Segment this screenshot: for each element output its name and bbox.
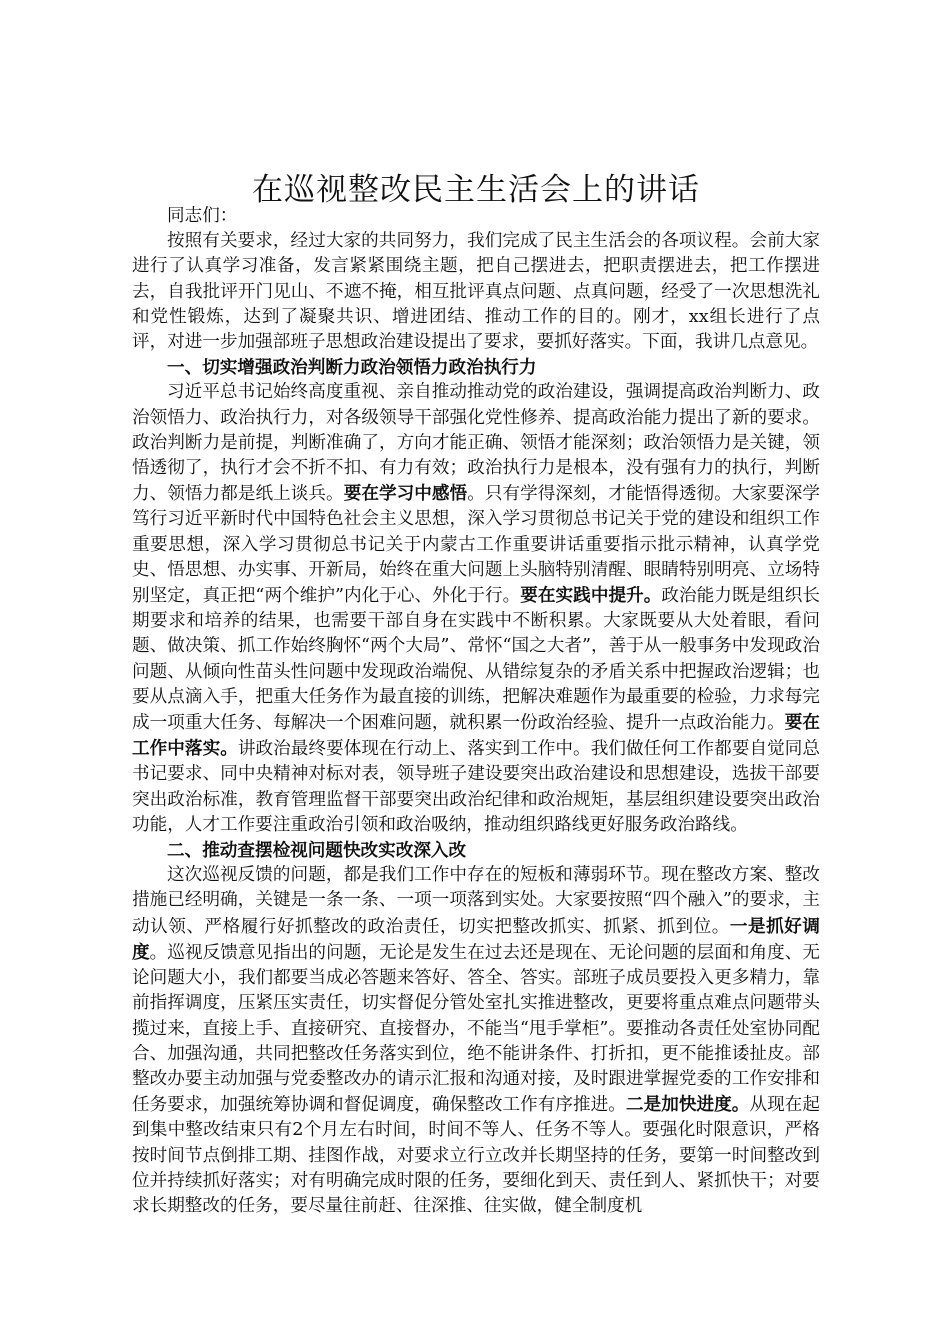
section-2-emphasis-2: 二是加快进度。 [625,1094,750,1116]
section-2-text-b: 。巡视反馈意见指出的问题，无论是发生在过去还是现在、无论问题的层面和角度、无论问题大小，我们都要当成必答题来答好、答全、答实。部班子成员要投入更多精力，靠前指挥调度，压紧压实责任，切实督促分管处室扎实推进整改，更要将重点难点问题带头揽过来，直接上手、直接研究、直接督办，不能当“甩手掌柜”。要推动各责任处室协同配合、加强沟通，共同把整改任务落实到位，绝不能讲条件、打折扣，更不能推诿扯皮。部整改办要主动加强与党委整改办的请示汇报和沟通对接，及时跟进掌握党委的工作安排和任务要求，加强统筹协调和督促调度，确保整改工作有序推进。 [132,942,820,1116]
section-2-paragraph [132,863,820,1219]
section-1-paragraph [132,380,820,838]
document-page [132,168,820,1219]
section-1-heading: 一、切实增强政治判断力政治领悟力政治执行力 [167,357,537,379]
section-1-text-c: 政治能力既是组织长期要求和培养的结果，也需要干部自身在实践中不断积累。大家既要从大处着眼，看问题、做决策、抓工作始终胸怀“两个大局”、常怀“国之大者”，善于从一般事务中发现政治问题、从倾向性苗头性问题中发现政治端倪、从错综复杂的矛盾关系中把握政治逻辑；也要从点滴入手，把重大任务作为最直接的训练，把解决难题作为最重要的检验，力求每完成一项重大任务、每解决一个困难问题，就积累一份政治经验、提升一点政治能力。 [132,586,820,734]
section-2-emphasis-1: 一是抓好调度 [132,915,820,963]
section-1-emphasis-3: 要在工作中落实。 [132,712,820,760]
section-1-emphasis-1: 要在学习中感悟 [343,483,468,505]
section-1-text-a: 习近平总书记始终高度重视、亲自推动推动党的政治建设，强调提高政治判断力、政治领悟力、政治执行力，对各级领导干部强化党性修养、提高政治能力提出了新的要求。政治判断力是前提，判断准确了，方向才能正确、领悟才能深刻；政治领悟力是关键，领悟透彻了，执行才会不折不扣、有力有效；政治执行力是根本，没有强有力的执行，判断力、领悟力都是纸上谈兵。 [132,382,820,505]
intro-paragraph: 按照有关要求，经过大家的共同努力，我们完成了民主生活会的各项议程。会前大家进行了认真学习准备，发言紧紧围绕主题，把自己摆进去，把职责摆进去，把工作摆进去，自我批评开门见山、不遮不掩，相互批评真点问题、点真问题，经受了一次思想洗礼和党性锻炼，达到了凝聚共识、增进团结、推动工作的目的。刚才，xx组长进行了点评，对进一步加强部班子思想政治建设提出了要求，要抓好落实。下面，我讲几点意见。 [132,231,820,353]
section-1-text-b: 。只有学得深刻，才能悟得透彻。大家要深学笃行习近平新时代中国特色社会主义思想，深入学习贯彻总书记关于党的建设和组织工作重要思想，深入学习贯彻总书记关于内蒙古工作重要讲话重要指示批示精神，认真学党史、悟思想、办实事、开新局，始终在重大问题上头脑特别清醒、眼睛特别明亮、立场特别坚定，真正把“两个维护”内化于心、外化于行。 [132,484,820,607]
section-2-heading: 二、推动查摆检视问题快改实改深入改 [167,840,467,862]
section-2-text-a: 这次巡视反馈的问题，都是我们工作中存在的短板和薄弱环节。现在整改方案、整改措施已经明确，关键是一条一条、一项一项落到实处。大家要按照“四个融入”的要求，主动认领、严格履行好抓整改的政治责任，切实把整改抓实、抓紧、抓到位。 [132,865,820,937]
section-1-emphasis-2: 要在实践中提升。 [520,585,662,607]
section-1-text-d: 讲政治最终要体现在行动上、落实到工作中。我们做任何工作都要自觉同总书记要求、同中央精神对标对表，领导班子建设要突出政治建设和思想建设，选拔干部要突出政治标准，教育管理监督干部要突出政治纪律和政治规矩，基层组织建设要突出政治功能，人才工作要注重政治引领和政治吸纳，推动组织路线更好服务政治路线。 [132,739,820,835]
salutation: 同志们： [167,206,238,226]
section-2-text-c: 从现在起到集中整改结束只有2个月左右时间，时间不等人、任务不等人。要强化时限意识，严格按时间节点倒排工期、挂图作战，对要求立行立改并长期坚持的任务，要第一时间整改到位并持续抓好落实；对有明确完成时限的任务，要细化到天、责任到人、紧抓快干；对要求长期整改的任务，要尽量往前赶、往深推、往实做，健全制度机 [132,1095,820,1216]
document-title: 在巡视整改民主生活会上的讲话 [252,172,700,208]
